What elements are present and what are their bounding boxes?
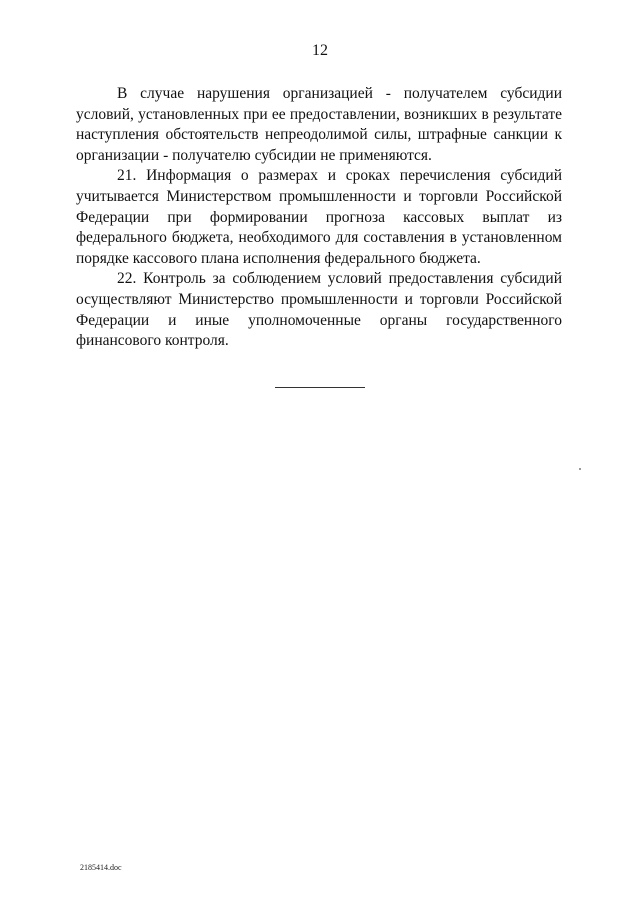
footer-file-id: 2185414.doc [80, 863, 122, 872]
paragraph-penalty-exemption: В случае нарушения организацией - получателем субсидии условий, установленных при ее предоставлении, возникших в результате наступления обстоятельств непреодолимой силы, штрафные санкции к организации - получателю субсидии не применяются. [76, 85, 562, 164]
paragraph-21-payment-information: 21. Информация о размерах и сроках перечисления субсидий учитывается Министерством промышленности и торговли Российской Федерации при формировании прогноза кассовых выплат из федерального бюджета, необходимого для составления в установленном порядке кассового плана исполнения федерального бюджета. [76, 167, 562, 267]
page-number: 12 [312, 42, 328, 59]
paragraph-22-control: 22. Контроль за соблюдением условий предоставления субсидий осуществляют Министерство промышленности и торговли Российской Федерации и иные уполномоченные органы государственного финансового контроля. [76, 270, 562, 350]
document-body [76, 84, 562, 352]
end-separator-line [275, 387, 365, 388]
scan-artifact-dot [579, 468, 581, 470]
